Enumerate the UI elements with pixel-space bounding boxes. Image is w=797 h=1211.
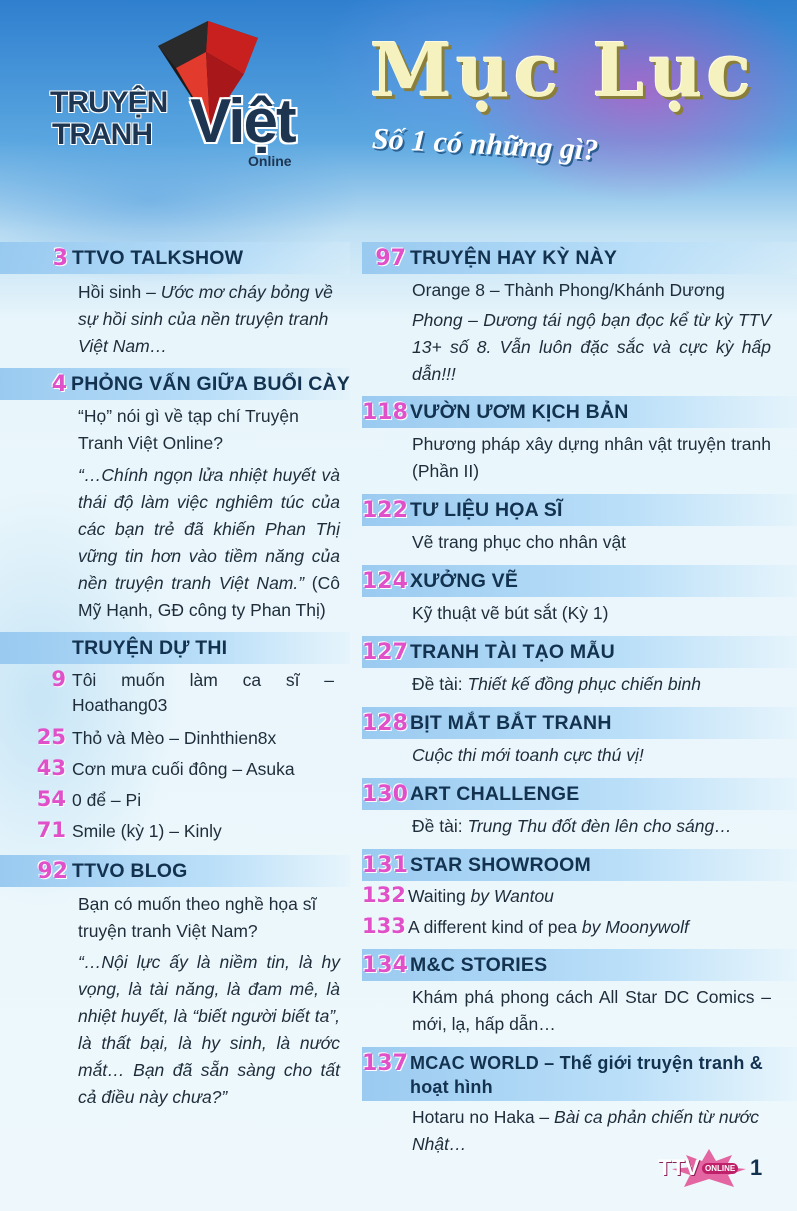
page-number: 3: [52, 245, 68, 271]
italic-text: Trung Thu đốt đèn lên cho sáng…: [467, 816, 732, 836]
section-band: [362, 778, 797, 810]
page-number: 54: [36, 787, 66, 811]
page-title: Mục Lục: [370, 28, 756, 114]
section-mcac-world[interactable]: [362, 1047, 797, 1158]
page-number: 92: [37, 858, 68, 884]
section-heading: TƯ LIỆU HỌA SĨ: [410, 498, 563, 521]
list-item[interactable]: [0, 667, 350, 725]
section-heading: MCAC WORLD – Thế giới truyện tranh & hoạt hình: [410, 1053, 763, 1097]
italic-text: Bài ca phản chiến từ nước Nhật…: [412, 1107, 759, 1154]
list-item[interactable]: [0, 818, 350, 849]
section-italic: Phong – Dương tái ngộ bạn đọc kể từ kỳ TTV 13+ số 8. Vẫn luôn đặc sắc và cực kỳ hấp dẫn!!!: [412, 310, 771, 384]
italic-text: Ước mơ cháy bỏng về sự hồi sinh của nền truyện tranh Việt Nam…: [78, 282, 333, 356]
lead-text: Đề tài:: [412, 816, 468, 836]
section-body: Cuộc thi mới toanh cực thú vị!: [412, 745, 644, 765]
entry-list: [362, 881, 797, 949]
entry-author: by Wantou: [470, 886, 554, 906]
left-column: [0, 242, 350, 1111]
page-number: 133: [362, 914, 406, 938]
entry-title: Tôi muốn làm ca sĩ –: [72, 670, 334, 690]
section-art-challenge[interactable]: [362, 778, 797, 849]
section-body: [362, 668, 797, 707]
section-band: [362, 494, 797, 526]
section-question: Bạn có muốn theo nghề họa sĩ truyện tranh Việt Nam?: [78, 894, 317, 941]
section-heading: TTVO TALKSHOW: [72, 246, 244, 269]
section-heading: VƯỜN ƯƠM KỊCH BẢN: [410, 400, 629, 423]
entry-title: Smile (kỳ 1) – Kinly: [72, 821, 222, 841]
entry-title: Cơn mưa cuối đông – Asuka: [72, 759, 295, 779]
quote-text: “…Chính ngọn lửa nhiệt huyết và thái độ làm việc nghiêm túc của các bạn trẻ đã khiến Phan Thị vững tin hơn vào tiềm năng của nền truyện tranh Việt Nam.”: [78, 465, 340, 593]
section-question: “Họ” nói gì về tạp chí Truyện Tranh Việt Online?: [78, 406, 299, 453]
section-band: [362, 565, 797, 597]
list-item[interactable]: [0, 725, 350, 756]
section-blog[interactable]: [0, 855, 350, 1111]
section-body: [362, 810, 797, 849]
entry-author: by Moonywolf: [581, 917, 689, 937]
page-number: 128: [362, 710, 408, 736]
lead-text: Hotaru no Haka –: [412, 1107, 555, 1127]
section-star-showroom[interactable]: [362, 849, 797, 949]
section-heading: STAR SHOWROOM: [410, 853, 591, 876]
section-truyen-hay[interactable]: [362, 242, 797, 396]
section-mc-stories[interactable]: [362, 949, 797, 1047]
section-body: Kỹ thuật vẽ bút sắt (Kỳ 1): [412, 603, 609, 623]
page-number: 132: [362, 883, 406, 907]
attribution-text: (Cô Mỹ Hạnh, GĐ công ty Phan Thị): [78, 573, 340, 620]
page-number: 25: [36, 725, 66, 749]
section-band: [362, 1047, 797, 1101]
section-band: [362, 949, 797, 981]
page-number: 130: [362, 781, 408, 807]
entry-list: [0, 664, 350, 849]
entry-title: 0 để – Pi: [72, 790, 142, 810]
list-item[interactable]: [362, 914, 797, 945]
section-phong-van[interactable]: [0, 368, 350, 632]
list-item[interactable]: [362, 883, 797, 914]
entry-title: Waiting: [408, 886, 471, 906]
logo-word: Việt: [190, 87, 295, 156]
page-number: 137: [362, 1051, 408, 1076]
header: [0, 0, 797, 230]
page-number: 122: [362, 497, 408, 523]
page-number: 4: [51, 371, 67, 397]
page-subtitle: Số 1 có những gì?: [371, 122, 600, 167]
section-band: [362, 849, 797, 881]
section-body: Khám phá phong cách All Star DC Comics – mới, lạ, hấp dẫn…: [412, 987, 771, 1034]
section-band: [0, 855, 350, 887]
section-body: Vẽ trang phục cho nhân vật: [412, 532, 627, 552]
section-line: Orange 8 – Thành Phong/Khánh Dương: [412, 280, 725, 300]
section-body: Phương pháp xây dựng nhân vật truyện tranh (Phần II): [412, 434, 771, 481]
section-bit-mat[interactable]: [362, 707, 797, 778]
section-heading: ART CHALLENGE: [410, 782, 580, 805]
entry-title-cont: Hoathang03: [72, 695, 168, 715]
section-heading: TTVO BLOG: [72, 859, 188, 882]
badge-small-text: ONLINE: [702, 1163, 738, 1174]
section-vuon-uom[interactable]: [362, 396, 797, 494]
entry-title: A different kind of pea: [408, 917, 582, 937]
section-heading: M&C STORIES: [410, 953, 548, 976]
section-talkshow[interactable]: [0, 242, 350, 368]
ttv-online-badge: [654, 1149, 764, 1187]
section-heading: PHỎNG VẤN GIỮA BUỔI CÀY: [71, 372, 350, 395]
section-heading: TRANH TÀI TẠO MẪU: [410, 640, 615, 663]
logo-online: Online: [248, 153, 292, 169]
italic-text: Thiết kế đồng phục chiến binh: [467, 674, 701, 694]
page-number-footer: 1: [750, 1155, 763, 1180]
page-number: 71: [36, 818, 66, 842]
entry-title: Thỏ và Mèo – Dinhthien8x: [72, 728, 277, 748]
list-item[interactable]: [0, 756, 350, 787]
section-body: [0, 274, 350, 368]
section-band: [0, 368, 350, 400]
badge-text: TTV: [658, 1155, 700, 1180]
section-band: [362, 396, 797, 428]
page-number: 118: [362, 399, 408, 425]
section-du-thi[interactable]: [0, 632, 350, 849]
section-tranh-tai[interactable]: [362, 636, 797, 707]
section-quote: “…Nội lực ấy là niềm tin, là hy vọng, là tài năng, là đam mê, là nhiệt huyết, là “biết người biết ta”, là thất bại, là hy sinh, là nước mắt… Bạn đã sẵn sàng cho tất cả điều này chưa?”: [78, 952, 340, 1107]
section-band: [0, 632, 350, 664]
list-item[interactable]: [0, 787, 350, 818]
section-heading: TRUYỆN DỰ THI: [72, 636, 228, 659]
page-number: 124: [362, 568, 408, 594]
lead-text: Đề tài:: [412, 674, 468, 694]
logo-line2: TRANH: [52, 118, 152, 151]
page-number: 127: [362, 639, 408, 665]
section-band: [362, 636, 797, 668]
page-number: 97: [375, 245, 406, 271]
right-column: [362, 242, 797, 1158]
section-heading: XƯỞNG VẼ: [410, 569, 519, 592]
section-heading: BỊT MẮT BẮT TRANH: [410, 711, 612, 734]
page-number: 43: [36, 756, 66, 780]
lead-text: Hồi sinh –: [78, 282, 161, 302]
section-tu-lieu[interactable]: [362, 494, 797, 565]
page-number: 131: [362, 852, 408, 878]
section-band: [362, 707, 797, 739]
page-number: 9: [51, 667, 66, 691]
section-heading: TRUYỆN HAY KỲ NÀY: [410, 246, 618, 269]
page-number: 134: [362, 952, 408, 978]
logo-line1: TRUYỆN: [50, 86, 168, 119]
section-xuong-ve[interactable]: [362, 565, 797, 636]
section-band: [0, 242, 350, 274]
section-quote: [0, 457, 350, 632]
section-band: [362, 242, 797, 274]
